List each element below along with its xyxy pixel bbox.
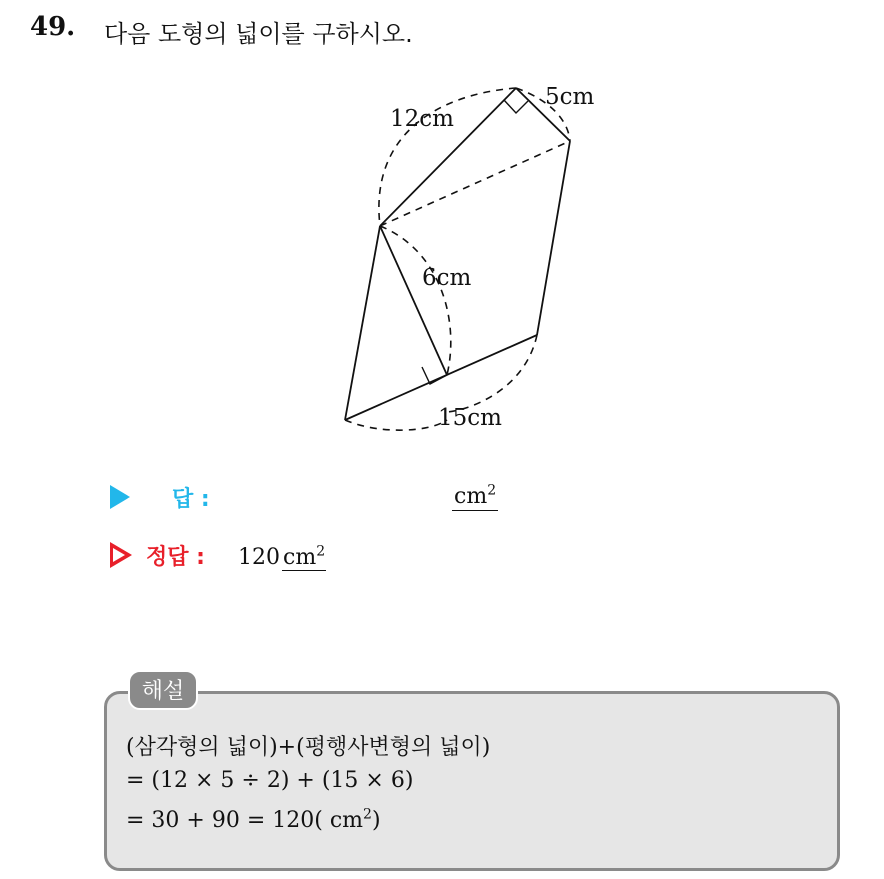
answer-label: 답 :: [172, 487, 210, 512]
explanation-line-3: [126, 808, 381, 833]
outline-play-marker-icon: [110, 542, 132, 568]
problem-number: 49.: [30, 12, 76, 42]
label-side-5: 5cm: [545, 84, 595, 110]
parallelogram-right-side: [537, 141, 570, 335]
correct-answer-value: [238, 545, 326, 570]
label-side-12: 12cm: [390, 106, 454, 132]
answer-unit: cm: [454, 484, 488, 509]
right-angle-marker-bottom: [422, 367, 447, 384]
answer-row: [110, 484, 210, 512]
explanation-line-3-prefix: = 30 + 90 = 120( cm: [126, 808, 364, 833]
explanation-line-3-suffix: ): [371, 808, 381, 833]
dashed-arc-bottom-right: [447, 335, 537, 412]
dashed-diagonal-1: [380, 141, 570, 226]
answer-unit-exponent: 2: [487, 482, 497, 499]
right-angle-marker-top: [504, 100, 528, 113]
explanation-tab: 해설: [128, 670, 198, 710]
correct-answer-unit-exponent: 2: [316, 543, 326, 560]
explanation-line-2: = (12 × 5 ÷ 2) + (15 × 6): [126, 768, 414, 793]
play-marker-icon: [110, 485, 130, 509]
correct-answer-unit: cm: [283, 545, 317, 570]
label-base-15: 15cm: [438, 405, 502, 431]
answer-blank-field[interactable]: [452, 484, 498, 511]
correct-answer-label: 정답 :: [146, 545, 205, 570]
label-height-6: 6cm: [422, 265, 472, 291]
dashed-arc-bottom: [345, 420, 447, 430]
problem-text: 다음 도형의 넓이를 구하시오.: [104, 20, 413, 48]
parallelogram-left-side: [345, 226, 380, 420]
correct-answer-number: 120: [238, 545, 280, 570]
explanation-line-1: (삼각형의 넓이)+(평행사변형의 넓이): [126, 735, 491, 760]
explanation-line-3-exponent: 2: [363, 806, 372, 823]
correct-answer-row: [110, 542, 205, 570]
correct-answer-unit-wrap: [282, 545, 326, 571]
